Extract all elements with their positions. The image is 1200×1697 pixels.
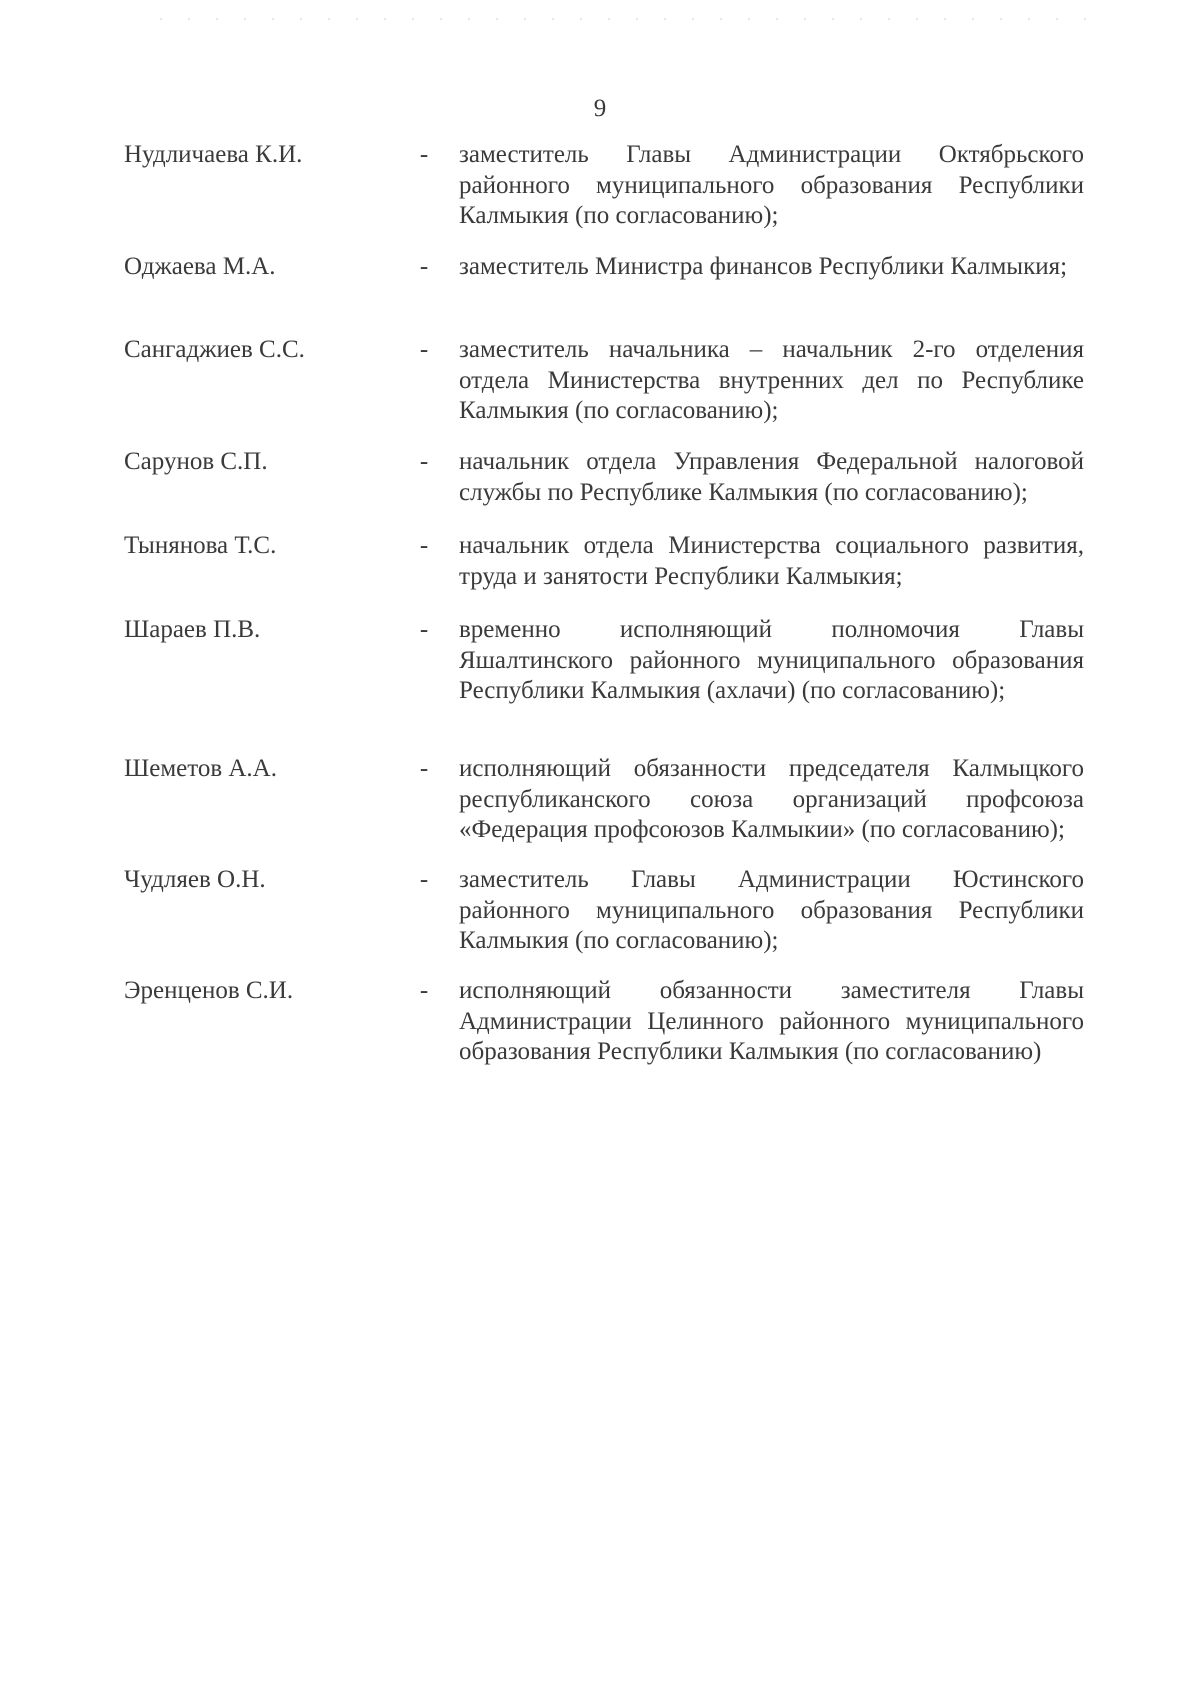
person-role: временно исполняющий полномочия Главы Яшалтинского районного муниципального образования Республики Калмыкия (ахлачи) (по согласованию); [459, 616, 1084, 704]
person-name: Тынянова Т.С. [124, 532, 277, 559]
separator-dash: - [419, 616, 429, 643]
person-name: Нудличаева К.И. [124, 141, 303, 168]
separator-dash: - [419, 532, 429, 559]
separator-dash: - [419, 977, 429, 1004]
separator-dash: - [419, 141, 429, 168]
person-name: Шеметов А.А. [124, 755, 277, 782]
person-name: Шараев П.В. [124, 616, 261, 643]
person-role: начальник отдела Министерства социального развития, труда и занятости Республики Калмыкия; [459, 532, 1084, 590]
person-role: исполняющий обязанности заместителя Главы Администрации Целинного районного муниципального образования Республики Калмыкия (по согласованию) [459, 977, 1084, 1065]
person-role: исполняющий обязанности председателя Калмыцкого республиканского союза организаций профсоюза «Федерация профсоюзов Калмыкии» (по согласованию); [459, 755, 1084, 843]
separator-dash: - [419, 866, 429, 893]
person-role: заместитель Главы Администрации Октябрьского районного муниципального образования Республики Калмыкия (по согласованию); [459, 141, 1084, 229]
person-role: заместитель Главы Администрации Юстинского районного муниципального образования Республики Калмыкия (по согласованию); [459, 866, 1084, 954]
person-name: Оджаева М.А. [124, 253, 276, 280]
scan-artifact-line [160, 18, 1090, 20]
person-name: Чудляев О.Н. [124, 866, 266, 893]
separator-dash: - [419, 253, 429, 280]
separator-dash: - [419, 448, 429, 475]
person-role: начальник отдела Управления Федеральной налоговой службы по Республике Калмыкия (по согласованию); [459, 448, 1084, 506]
person-name: Эренценов С.И. [124, 977, 294, 1004]
person-role: заместитель начальника – начальник 2-го отделения отдела Министерства внутренних дел по Республике Калмыкия (по согласованию); [459, 336, 1084, 424]
person-name: Сангаджиев С.С. [124, 336, 305, 363]
separator-dash: - [419, 755, 429, 782]
page-number: 9 [593, 95, 607, 122]
person-role: заместитель Министра финансов Республики Калмыкия; [459, 253, 1068, 280]
person-name: Сарунов С.П. [124, 448, 268, 475]
separator-dash: - [419, 336, 429, 363]
